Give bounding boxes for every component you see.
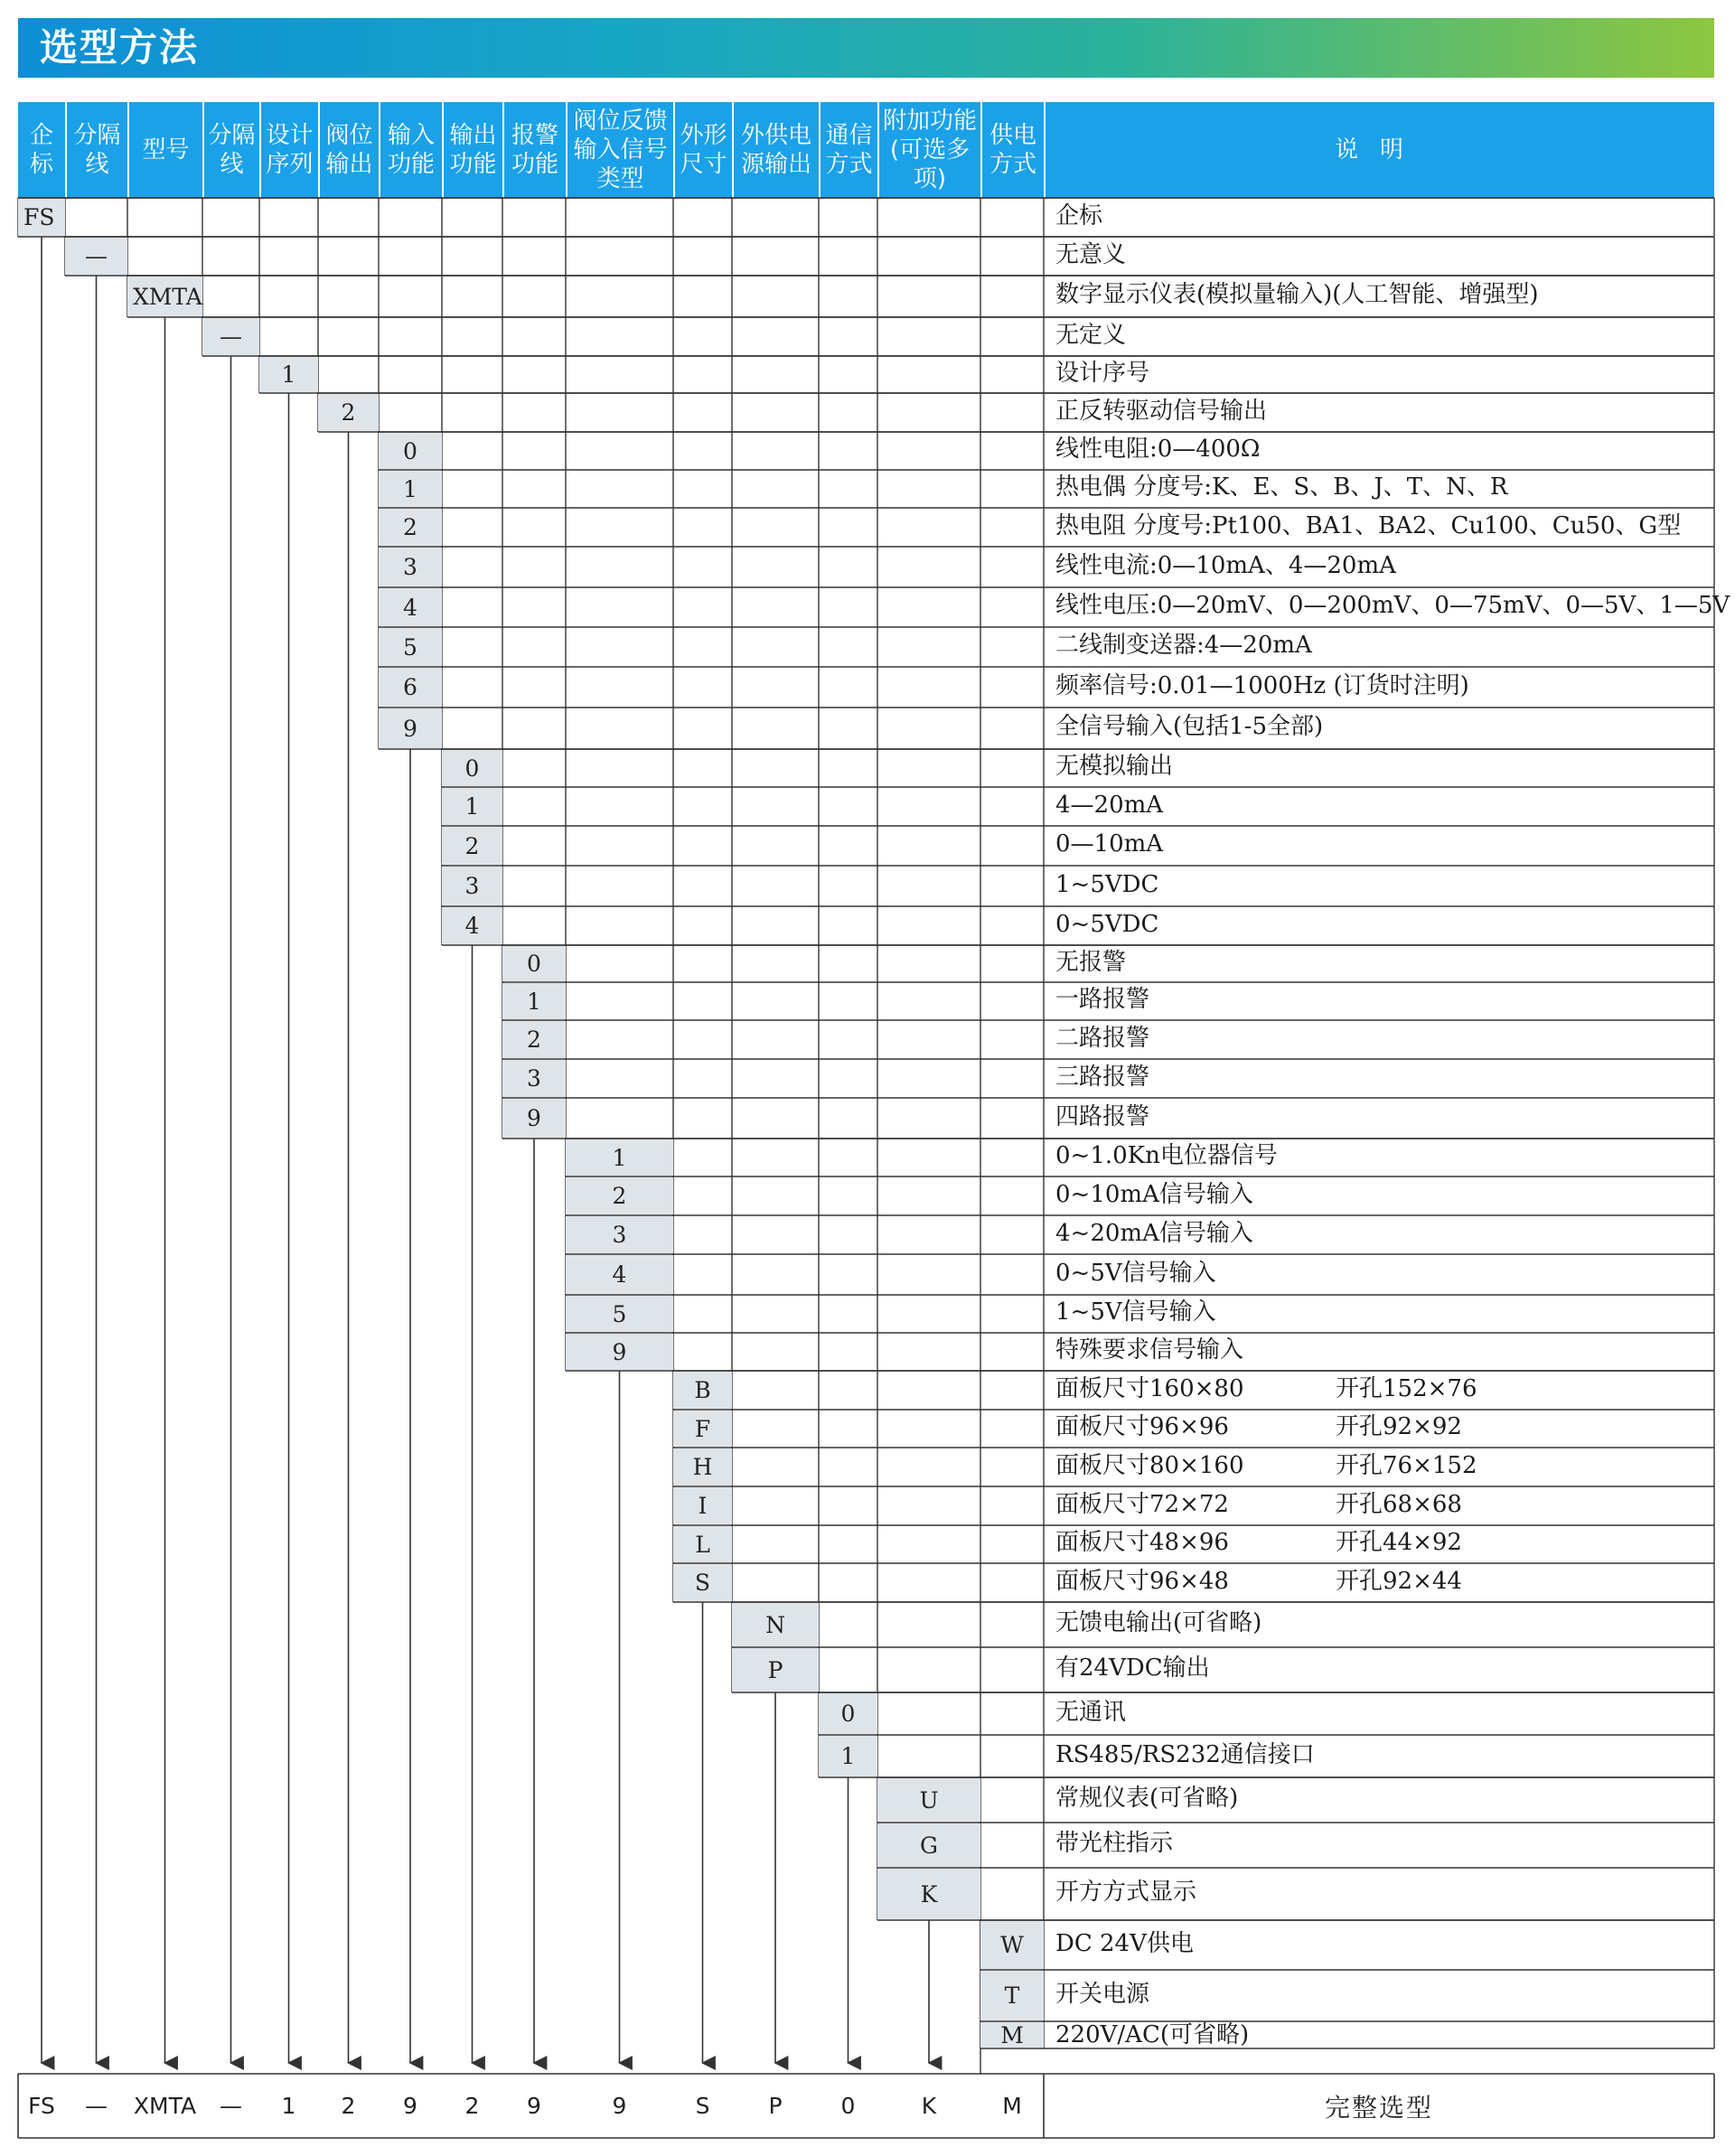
code-cell: 9 <box>379 708 442 748</box>
description-label: DC 24V供电 <box>1055 1929 1194 1957</box>
description-label: 4~20mA信号输入 <box>1055 1219 1253 1247</box>
code-cell: FS <box>18 199 65 236</box>
description-text <box>1055 592 1730 619</box>
description-label: 四路报警 <box>1055 1102 1150 1130</box>
description-label: 热电阻 分度号:Pt100、BA1、BA2、Cu100、Cu50、G型 <box>1055 511 1682 539</box>
description-label: 一路报警 <box>1055 986 1150 1013</box>
code-cell: 1 <box>259 357 318 392</box>
description-label: 无通讯 <box>1055 1698 1127 1726</box>
footer-code: 0 <box>840 2093 856 2119</box>
description-label: 热电偶 分度号:K、E、S、B、J、T、N、R <box>1055 473 1508 501</box>
page-title: 选型方法 <box>40 25 200 70</box>
description-label: 带光柱指示 <box>1055 1830 1174 1857</box>
description-text <box>1055 1879 1196 1906</box>
description-label: 面板尺寸80×160 <box>1055 1451 1244 1479</box>
code-cell: 1 <box>819 1736 877 1776</box>
description-text <box>1055 398 1267 425</box>
header-cell: 阀位反馈输入信号类型 <box>566 102 673 198</box>
footer-code: S <box>695 2093 710 2119</box>
description-text <box>1055 1785 1238 1812</box>
description-label: 面板尺寸72×72 <box>1055 1490 1229 1518</box>
description-text <box>1055 632 1312 659</box>
header-cell: 企标 <box>18 102 65 198</box>
footer-code: 2 <box>341 2093 356 2119</box>
cutout-size-text: 开孔44×92 <box>1336 1529 1462 1556</box>
description-text <box>1055 1490 1462 1518</box>
description-text <box>1055 322 1126 349</box>
code-cell: 3 <box>442 867 502 905</box>
code-cell: 2 <box>502 1021 566 1058</box>
description-text <box>1055 360 1149 387</box>
description-text <box>1055 1451 1477 1479</box>
code-cell: 1 <box>566 1139 673 1176</box>
description-label: 开方方式显示 <box>1055 1879 1197 1906</box>
description-label: 面板尺寸96×48 <box>1055 1567 1229 1595</box>
description-label: 数字显示仪表(模拟量输入)(人工智能、增强型) <box>1055 281 1539 308</box>
footer-code: 1 <box>281 2093 296 2119</box>
description-label: 0~1.0Kn电位器信号 <box>1055 1142 1278 1169</box>
description-text <box>1055 473 1507 501</box>
cutout-size-text: 开孔92×92 <box>1336 1413 1462 1440</box>
code-cell: 3 <box>502 1060 566 1097</box>
description-label: 特殊要求信号输入 <box>1055 1336 1244 1364</box>
description-text <box>1055 2021 1249 2048</box>
code-cell: P <box>732 1648 819 1692</box>
description-text <box>1055 1181 1253 1208</box>
header-cell: 型号 <box>127 102 202 198</box>
header-cell: 阀位输出 <box>318 102 379 198</box>
code-cell: H <box>673 1448 732 1486</box>
description-text <box>1055 986 1149 1013</box>
description-label: 无馈电输出(可省略) <box>1055 1609 1262 1636</box>
description-label: 0—10mA <box>1055 830 1164 858</box>
code-cell: L <box>673 1526 732 1562</box>
description-text <box>1055 1830 1173 1857</box>
description-text <box>1055 1930 1194 1957</box>
code-cell: 4 <box>566 1255 673 1294</box>
header-cell: 输入功能 <box>379 102 442 198</box>
description-label: 常规仪表(可省略) <box>1055 1785 1239 1812</box>
description-label: 线性电压:0—20mV、0—200mV、0—75mV、0—5V、1—5V <box>1055 592 1730 619</box>
description-label: 0~5VDC <box>1055 910 1159 938</box>
description-label: 二路报警 <box>1055 1024 1150 1052</box>
code-cell: N <box>732 1603 819 1646</box>
header-cell: 设计序列 <box>259 102 318 198</box>
header-cell: 输出功能 <box>442 102 502 198</box>
description-text <box>1055 1741 1315 1768</box>
description-label: 有24VDC输出 <box>1055 1654 1210 1682</box>
description-text <box>1055 1413 1462 1440</box>
description-text <box>1055 830 1163 858</box>
description-label: 0~5V信号输入 <box>1055 1259 1216 1287</box>
header-cell: 外供电源输出 <box>732 102 819 198</box>
footer-code: XMTA <box>133 2093 197 2119</box>
code-cell: W <box>980 1921 1044 1969</box>
description-text <box>1055 753 1173 780</box>
cutout-size-text: 开孔76×152 <box>1336 1451 1477 1479</box>
header-cell: 分隔线 <box>202 102 259 198</box>
description-text <box>1055 792 1163 819</box>
code-cell: F <box>673 1411 732 1447</box>
description-label: RS485/RS232通信接口 <box>1055 1740 1315 1768</box>
description-text <box>1055 1981 1149 2008</box>
footer-code: — <box>220 2093 242 2119</box>
description-label: 无模拟输出 <box>1055 753 1174 780</box>
code-cell: 4 <box>379 588 442 626</box>
footer-code: K <box>921 2093 937 2119</box>
code-cell: S <box>673 1564 732 1601</box>
code-cell: 0 <box>379 433 442 469</box>
code-cell: 3 <box>379 548 442 586</box>
code-cell: — <box>65 238 127 275</box>
summary-label: 完整选型 <box>1324 2092 1433 2123</box>
description-label: 面板尺寸96×96 <box>1055 1413 1229 1440</box>
code-cell: I <box>673 1487 732 1524</box>
description-text <box>1055 1103 1149 1130</box>
cutout-size-text: 开孔152×76 <box>1336 1374 1477 1402</box>
description-text <box>1055 871 1158 898</box>
description-text <box>1055 1699 1126 1726</box>
cutout-size-text: 开孔92×44 <box>1336 1567 1462 1595</box>
description-text <box>1055 1374 1477 1402</box>
code-cell: 0 <box>442 750 502 786</box>
description-label: 面板尺寸160×80 <box>1055 1374 1244 1402</box>
code-cell: 9 <box>502 1099 566 1138</box>
description-text <box>1055 281 1539 308</box>
footer-code: 9 <box>527 2093 541 2119</box>
code-cell: M <box>980 2022 1044 2048</box>
description-text <box>1055 1567 1462 1595</box>
header-cell: 通信方式 <box>819 102 877 198</box>
description-text <box>1055 1220 1253 1247</box>
description-text <box>1055 911 1158 938</box>
code-cell: T <box>980 1971 1044 2020</box>
description-label: 三路报警 <box>1055 1063 1150 1091</box>
code-cell: 2 <box>442 827 502 865</box>
description-label: 全信号输入(包括1-5全部) <box>1055 713 1324 740</box>
footer-code: — <box>85 2093 108 2119</box>
description-label: 线性电流:0—10mA、4—20mA <box>1055 551 1396 579</box>
code-cell: 2 <box>318 394 379 431</box>
footer-code: 2 <box>464 2093 480 2119</box>
footer-code: P <box>768 2093 783 2119</box>
description-label: 设计序号 <box>1055 359 1150 387</box>
description-text <box>1055 1064 1149 1091</box>
code-cell: 4 <box>442 907 502 944</box>
description-label: 企标 <box>1055 202 1103 230</box>
description-label: 0~10mA信号输入 <box>1055 1180 1253 1208</box>
description-text <box>1055 552 1396 579</box>
description-text <box>1055 1260 1216 1287</box>
code-cell: 1 <box>379 471 442 507</box>
description-text <box>1055 1529 1462 1556</box>
code-cell: U <box>877 1778 980 1822</box>
description-label: 线性电阻:0—400Ω <box>1055 436 1261 463</box>
header-cell: 供电方式 <box>980 102 1044 198</box>
code-cell: 5 <box>566 1296 673 1332</box>
description-label: 220V/AC(可省略) <box>1055 2021 1250 2048</box>
code-cell: — <box>202 318 259 355</box>
description-text <box>1055 949 1126 976</box>
code-cell: 1 <box>502 983 566 1019</box>
header-cell: 附加功能(可选多项) <box>877 102 980 198</box>
code-cell: 3 <box>566 1216 673 1253</box>
code-cell: 9 <box>566 1334 673 1370</box>
description-label: 正反转驱动信号输出 <box>1055 397 1268 425</box>
footer-code: 9 <box>612 2093 627 2119</box>
description-text <box>1055 1336 1243 1364</box>
code-cell: 0 <box>502 946 566 981</box>
description-text <box>1055 1025 1149 1052</box>
description-text <box>1055 713 1323 740</box>
description-label: 无报警 <box>1055 948 1127 976</box>
description-label: 无定义 <box>1055 321 1127 349</box>
code-cell: G <box>877 1823 980 1867</box>
description-text <box>1055 436 1261 463</box>
code-cell: 1 <box>442 788 502 825</box>
footer-code: FS <box>28 2093 55 2119</box>
header-cell: 外形尺寸 <box>673 102 732 198</box>
code-cell: 2 <box>566 1177 673 1214</box>
code-cell: 2 <box>379 509 442 546</box>
description-text <box>1055 202 1102 230</box>
header-cell: 报警功能 <box>502 102 566 198</box>
description-text <box>1055 1609 1261 1636</box>
header-cell: 分隔线 <box>65 102 127 198</box>
code-cell: 0 <box>819 1693 877 1734</box>
code-cell: B <box>673 1372 732 1409</box>
description-label: 二线制变送器:4—20mA <box>1055 632 1312 659</box>
description-label: 1~5V信号输入 <box>1055 1298 1216 1326</box>
description-label: 开关电源 <box>1055 1980 1150 2008</box>
code-cell: 6 <box>379 668 442 707</box>
code-cell: XMTA <box>127 277 202 316</box>
footer-code: M <box>1002 2093 1022 2119</box>
description-header: 说明 <box>1044 102 1714 198</box>
description-label: 面板尺寸48×96 <box>1055 1529 1229 1556</box>
description-label: 频率信号:0.01—1000Hz (订货时注明) <box>1055 671 1469 699</box>
description-text <box>1055 241 1126 268</box>
description-text <box>1055 1654 1210 1682</box>
description-text <box>1055 512 1681 539</box>
code-cell: 5 <box>379 628 442 666</box>
footer-code: 9 <box>403 2093 417 2119</box>
description-label: 4—20mA <box>1055 791 1164 819</box>
code-cell: K <box>877 1869 980 1919</box>
description-text <box>1055 1142 1278 1169</box>
description-text <box>1055 672 1469 699</box>
description-text <box>1055 1298 1216 1326</box>
cutout-size-text: 开孔68×68 <box>1336 1490 1462 1518</box>
description-label: 无意义 <box>1055 240 1127 268</box>
description-label: 1~5VDC <box>1055 870 1159 898</box>
